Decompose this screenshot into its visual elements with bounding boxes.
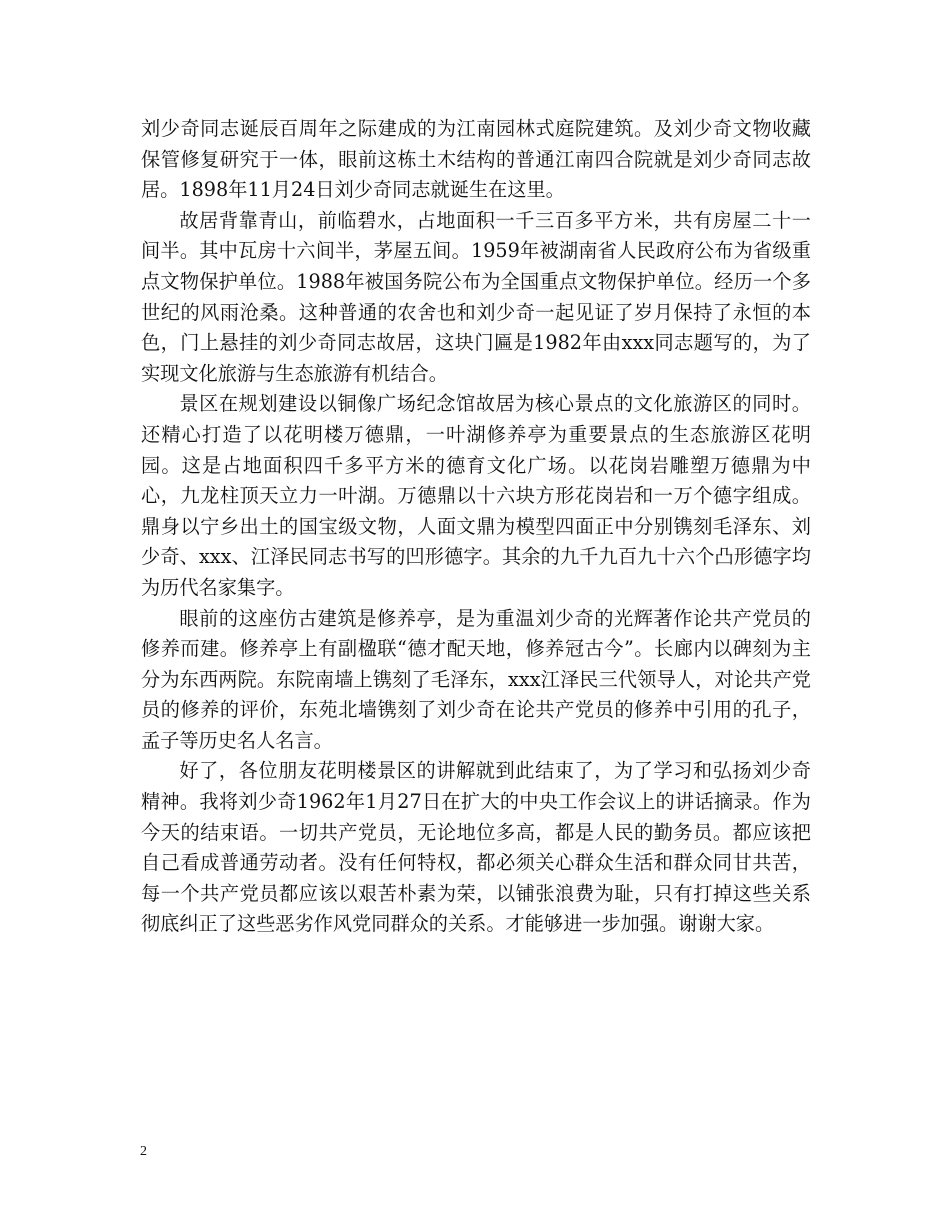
document-body: [141, 114, 811, 940]
paragraph-3: 景区在规划建设以铜像广场纪念馆故居为核心景点的文化旅游区的同时。还精心打造了以花明楼万德鼎，一叶湖修养亭为重要景点的生态旅游区花明园。这是占地面积四千多平方米的德育文化广场。以花岗岩雕塑万德鼎为中心，九龙柱顶天立力一叶湖。万德鼎以十六块方形花岗岩和一万个德字组成。鼎身以宁乡出土的国宝级文物，人面文鼎为模型四面正中分别镌刻毛泽东、刘少奇、xxx、江泽民同志书写的凹形德字。其余的九千九百九十六个凸形德字均为历代名家集字。: [141, 392, 811, 599]
paragraph-5: 好了，各位朋友花明楼景区的讲解就到此结束了，为了学习和弘扬刘少奇精神。我将刘少奇1962年1月27日在扩大的中央工作会议上的讲话摘录。作为今天的结束语。一切共产党员，无论地位多高，都是人民的勤务员。都应该把自己看成普通劳动者。没有任何特权，都必须关心群众生活和群众同甘共苦，每一个共产党员都应该以艰苦朴素为荣，以铺张浪费为耻，只有打掉这些关系彻底纠正了这些恶劣作风党同群众的关系。才能够进一步加强。谢谢大家。: [141, 759, 811, 936]
page-number: 2: [140, 1144, 147, 1159]
paragraph-2: 故居背靠青山，前临碧水，占地面积一千三百多平方米，共有房屋二十一间半。其中瓦房十六间半，茅屋五间。1959年被湖南省人民政府公布为省级重点文物保护单位。1988年被国务院公布为全国重点文物保护单位。经历一个多世纪的风雨沧桑。这种普通的农舍也和刘少奇一起见证了岁月保持了永恒的本色，门上悬挂的刘少奇同志故居，这块门匾是1982年由xxx同志题写的，为了实现文化旅游与生态旅游有机结合。: [141, 208, 811, 385]
paragraph-4: 眼前的这座仿古建筑是修养亭，是为重温刘少奇的光辉著作论共产党员的修养而建。修养亭上有副楹联“德才配天地，修养冠古今”。长廊内以碑刻为主分为东西两院。东院南墙上镌刻了毛泽东，xxx江泽民三代领导人，对论共产党员的修养的评价，东苑北墙镌刻了刘少奇在论共产党员的修养中引用的孔子，孟子等历史名人名言。: [141, 606, 811, 752]
paragraph-1: 刘少奇同志诞辰百周年之际建成的为江南园林式庭院建筑。及刘少奇文物收藏保管修复研究于一体，眼前这栋土木结构的普通江南四合院就是刘少奇同志故居。1898年11月24日刘少奇同志就诞生在这里。: [141, 117, 811, 202]
